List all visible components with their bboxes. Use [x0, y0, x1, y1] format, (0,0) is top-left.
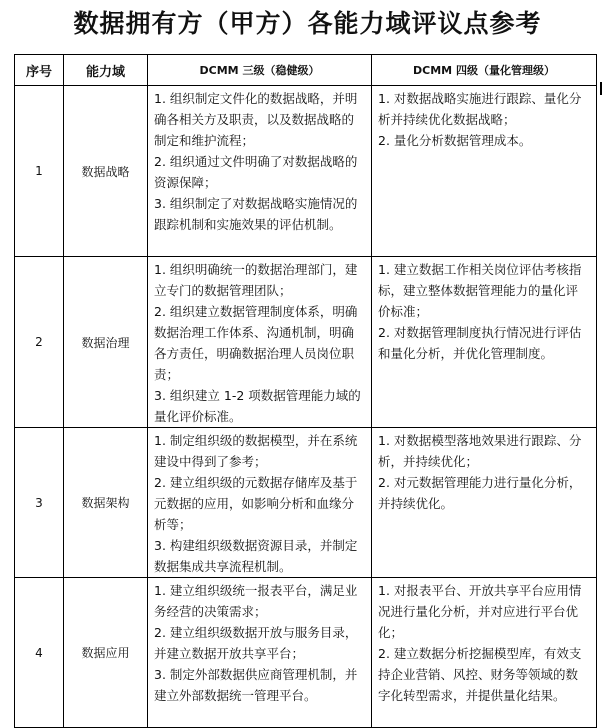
level4-cell	[372, 578, 597, 728]
row-seq: 3	[15, 428, 64, 578]
list-item: 1. 建立组织级统一报表平台，满足业务经营的决策需求；	[154, 583, 358, 619]
row-seq: 2	[15, 257, 64, 428]
header-domain: 能力域	[64, 55, 148, 86]
list-item: 3. 组织建立 1-2 项数据管理能力域的量化评价标准。	[154, 388, 361, 424]
list-item: 2. 建立组织级数据开放与服务目录，并建立数据开放共享平台；	[154, 625, 358, 661]
table-row	[15, 428, 597, 578]
row-domain: 数据战略	[64, 86, 148, 257]
level4-cell	[372, 86, 597, 257]
list-item: 1. 建立数据工作相关岗位评估考核指标，建立整体数据管理能力的量化评价标准；	[378, 262, 582, 319]
row-seq: 1	[15, 86, 64, 257]
level3-cell	[148, 86, 372, 257]
list-item: 2. 建立数据分析挖掘模型库，有效支持企业营销、风控、财务等领域的数字化转型需求，并提供量化结果。	[378, 646, 582, 703]
level3-cell	[148, 578, 372, 728]
list-item: 2. 对元数据管理能力进行量化分析，并持续优化。	[378, 475, 582, 511]
header-level4: DCMM 四级（量化管理级）	[372, 55, 597, 86]
evaluation-table	[14, 54, 597, 728]
list-item: 1. 对报表平台、开放共享平台应用情况进行量化分析，并对应进行平台优化；	[378, 583, 582, 640]
list-item: 2. 对数据管理制度执行情况进行评估和量化分析，并优化管理制度。	[378, 325, 582, 361]
level4-cell	[372, 257, 597, 428]
list-item: 1. 组织制定文件化的数据战略，并明确各相关方及职责，以及数据战略的制定和维护流程；	[154, 91, 358, 148]
list-item: 3. 制定外部数据供应商管理机制，并建立外部数据统一管理平台。	[154, 667, 358, 703]
row-domain: 数据应用	[64, 578, 148, 728]
row-seq: 4	[15, 578, 64, 728]
level4-cell	[372, 428, 597, 578]
page-title: 数据拥有方（甲方）各能力域评议点参考	[73, 9, 542, 38]
row-domain: 数据架构	[64, 428, 148, 578]
list-item: 2. 量化分析数据管理成本。	[378, 133, 532, 148]
list-item: 1. 组织明确统一的数据治理部门，建立专门的数据管理团队；	[154, 262, 358, 298]
header-level3: DCMM 三级（稳健级）	[148, 55, 372, 86]
level3-cell	[148, 257, 372, 428]
level3-cell	[148, 428, 372, 578]
list-item: 1. 制定组织级的数据模型，并在系统建设中得到了参考；	[154, 433, 358, 469]
table-header-row	[15, 55, 597, 86]
table-row	[15, 257, 597, 428]
header-seq: 序号	[15, 55, 64, 86]
list-item: 1. 对数据战略实施进行跟踪、量化分析并持续优化数据战略；	[378, 91, 582, 127]
table-row	[15, 578, 597, 728]
row-domain: 数据治理	[64, 257, 148, 428]
cursor-mark	[600, 82, 602, 95]
list-item: 2. 组织通过文件明确了对数据战略的资源保障；	[154, 154, 358, 190]
list-item: 3. 组织制定了对数据战略实施情况的跟踪机制和实施效果的评估机制。	[154, 196, 358, 232]
list-item: 1. 对数据模型落地效果进行跟踪、分析，并持续优化；	[378, 433, 582, 469]
list-item: 2. 组织建立数据管理制度体系，明确数据治理工作体系、沟通机制，明确各方责任，明确数据治理人员岗位职责；	[154, 304, 358, 382]
table-row	[15, 86, 597, 257]
list-item: 2. 建立组织级的元数据存储库及基于元数据的应用，如影响分析和血缘分析等；	[154, 475, 358, 532]
list-item: 3. 构建组织级数据资源目录，并制定数据集成共享流程机制。	[154, 538, 358, 574]
